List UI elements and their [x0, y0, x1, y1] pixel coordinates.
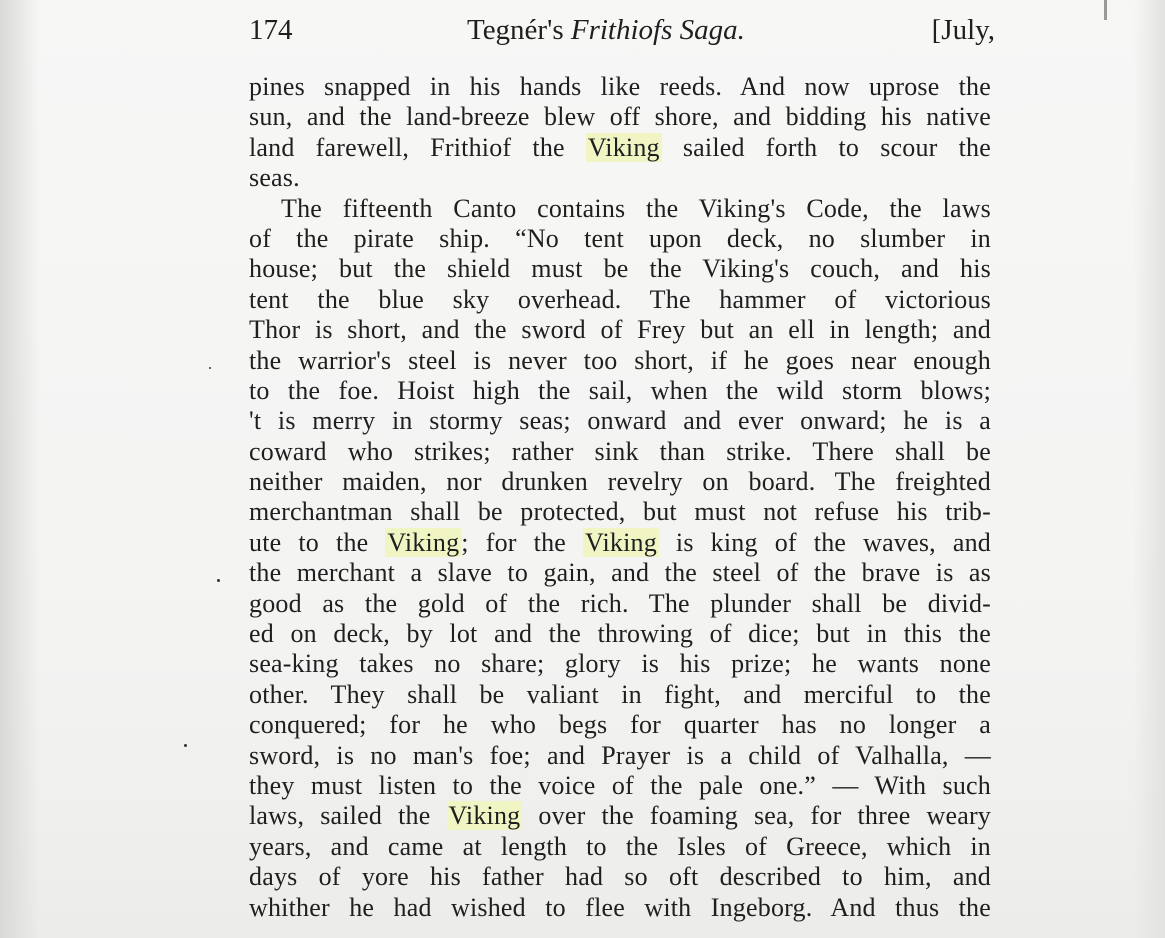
- text-line: [249, 315, 991, 345]
- text-line: [249, 497, 991, 527]
- text-line: [249, 163, 991, 193]
- text-segment: sword, is no man's foe; and Prayer is a child of Valhalla, —: [249, 740, 991, 770]
- running-month: [July,: [931, 14, 995, 46]
- highlighted-term: Viking: [585, 527, 657, 557]
- text-segment: the warrior's steel is never too short, if he goes near enough: [249, 345, 991, 375]
- highlighted-term: Viking: [387, 527, 460, 557]
- text-segment: whither he had wished to flee with Ingeborg. And thus the: [249, 892, 991, 922]
- page-speck: [217, 579, 220, 582]
- running-title: [467, 10, 745, 50]
- page-shadow-left: [0, 0, 40, 938]
- text-segment: The fifteenth Canto contains the Viking's Code, the laws: [281, 193, 991, 223]
- text-line: [249, 285, 991, 315]
- text-line: [249, 133, 991, 163]
- page-shadow-right: [1133, 0, 1165, 938]
- text-segment: seas.: [249, 163, 300, 193]
- scroll-indicator: [1104, 0, 1107, 20]
- text-line: [249, 589, 991, 619]
- running-head: [249, 10, 995, 50]
- text-segment: sea-king takes no share; glory is his prize; he wants none: [249, 649, 991, 679]
- text-segment: 't is merry in stormy seas; onward and ever onward; he is a: [249, 406, 991, 436]
- text-segment: sailed forth to scour the: [661, 132, 991, 162]
- text-line: [249, 72, 991, 102]
- text-line: [249, 224, 991, 254]
- text-segment: to the foe. Hoist high the sail, when the wild storm blows;: [249, 375, 991, 405]
- text-segment: pines snapped in his hands like reeds. And now uprose the: [249, 72, 991, 101]
- text-line: [249, 710, 991, 740]
- text-segment: they must listen to the voice of the pale one.” — With such: [249, 770, 991, 800]
- text-line: [249, 346, 991, 376]
- text-line: [249, 619, 991, 649]
- text-line: [249, 832, 991, 862]
- text-line: [249, 893, 991, 923]
- text-line: [249, 528, 991, 558]
- text-segment: merchantman shall be protected, but must not refuse his trib-: [249, 497, 991, 527]
- text-segment: over the foaming sea, for three weary: [522, 801, 992, 831]
- text-segment: ed on deck, by lot and the throwing of dice; but in this the: [249, 619, 991, 649]
- page-number: 174: [249, 14, 293, 46]
- highlighted-term: Viking: [587, 132, 660, 162]
- text-line: [249, 862, 991, 892]
- text-segment: years, and came at length to the Isles of Greece, which in: [249, 831, 991, 861]
- text-segment: other. They shall be valiant in fight, and merciful to the: [249, 679, 991, 709]
- text-line: [249, 801, 991, 831]
- text-segment: sun, and the land-breeze blew off shore, and bidding his native: [249, 102, 991, 132]
- page-speck: [209, 367, 211, 369]
- text-segment: laws, sailed the: [249, 801, 447, 831]
- text-line: [249, 102, 991, 132]
- body-text: [249, 72, 991, 923]
- text-line: [249, 376, 991, 406]
- text-segment: Thor is short, and the sword of Frey but an ell in length; and: [249, 315, 991, 345]
- text-line: [249, 254, 991, 284]
- text-segment: ute to the: [249, 527, 386, 557]
- text-line: [249, 771, 991, 801]
- text-segment: the merchant a slave to gain, and the steel of the brave is as: [249, 558, 991, 588]
- running-title-italic: Frithiofs Saga.: [570, 14, 745, 46]
- text-segment: days of yore his father had so oft described to him, and: [249, 862, 991, 892]
- text-line: [249, 649, 991, 679]
- text-segment: is king of the waves, and: [658, 527, 991, 557]
- text-segment: good as the gold of the rich. The plunder shall be divid-: [249, 588, 991, 618]
- text-segment: house; but the shield must be the Viking's couch, and his: [249, 254, 991, 284]
- text-line: [249, 558, 991, 588]
- running-title-prefix: Tegnér's: [467, 14, 571, 46]
- text-line: [249, 406, 991, 436]
- text-segment: neither maiden, nor drunken revelry on board. The freighted: [249, 467, 991, 497]
- text-line: [249, 437, 991, 467]
- text-line: [249, 680, 991, 710]
- text-segment: tent the blue sky overhead. The hammer of victorious: [249, 284, 991, 314]
- highlighted-term: Viking: [448, 801, 521, 831]
- page-speck: [184, 744, 187, 747]
- text-segment: ; for the: [461, 527, 584, 557]
- text-segment: coward who strikes; rather sink than strike. There shall be: [249, 436, 991, 466]
- text-segment: of the pirate ship. “No tent upon deck, no slumber in: [249, 223, 991, 253]
- text-line: [249, 194, 991, 224]
- text-segment: conquered; for he who begs for quarter has no longer a: [249, 710, 991, 740]
- text-line: [249, 467, 991, 497]
- text-line: [249, 741, 991, 771]
- text-segment: land farewell, Frithiof the: [249, 132, 586, 162]
